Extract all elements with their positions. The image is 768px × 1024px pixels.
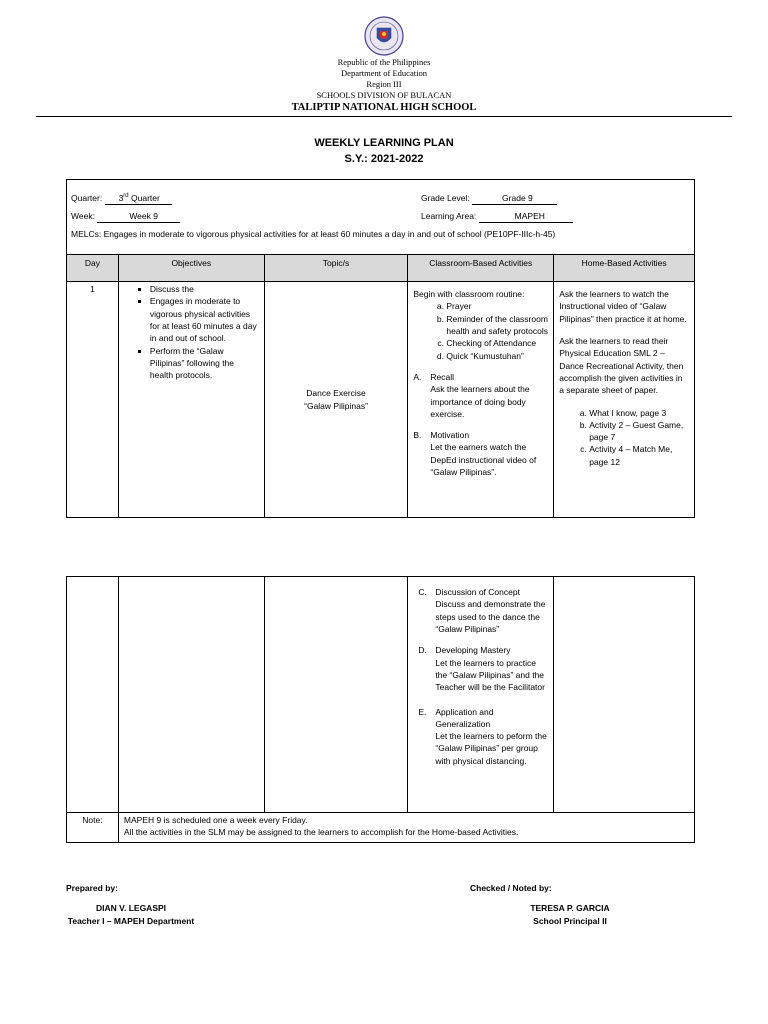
objectives-cell [118, 282, 264, 518]
school-year: S.Y.: 2021-2022 [344, 152, 424, 165]
grade-field [421, 192, 557, 205]
objectives-cell-empty [118, 577, 264, 813]
objectives-list [124, 283, 259, 382]
list-item: d. Quick “Kumustuhan” [446, 350, 548, 362]
note-row [67, 813, 695, 843]
classroom-cell-continued [408, 577, 554, 813]
list-item: c. Activity 4 – Match Me, page 12 [589, 443, 689, 468]
topic-cell-empty [264, 577, 408, 813]
note-line-1: MAPEH 9 is scheduled one a week every Friday. [123, 815, 308, 825]
quarter-number: 3 [118, 193, 124, 203]
topic-line-2: “Galaw Pilipinas” [304, 400, 368, 411]
list-item: ▪ Engages in moderate to vigorous physical activities for at least 60 minutes a day in and out of school. [150, 295, 259, 344]
day-cell: 1 [67, 282, 119, 518]
section-title: Motivation [430, 430, 470, 441]
header-line-region: Region III [366, 79, 402, 90]
section-body: Let the learners to practice the “Galaw Pilipinas” and the Teacher will be the Facilitator [435, 657, 545, 693]
note-line-2: All the activities in the SLM may be assigned to the learners to accomplish for the Home-based Activities. [123, 827, 519, 838]
area-value: MAPEH [479, 210, 573, 223]
prepared-name: DIAN V. LEGASPI [95, 903, 167, 913]
prepared-label: Prepared by: [66, 883, 118, 893]
table-header-row [67, 255, 695, 282]
section-letter: D. [418, 645, 427, 656]
home-items-list [559, 407, 689, 469]
letterhead [0, 57, 768, 115]
section-title: Application and Generalization [435, 706, 494, 729]
classroom-cell [408, 282, 554, 518]
section-letter: B. [413, 430, 422, 441]
area-label: Learning Area: [421, 211, 477, 221]
section-discussion [418, 586, 548, 635]
section-body: Ask the learners about the importance of doing body exercise. [430, 384, 530, 419]
list-item: a. What I know, page 3 [589, 407, 689, 419]
section-body: Let the learners to peform the “Galaw Pilipinas” per group with physical distancing. [435, 731, 547, 766]
prepared-title: Teacher I – MAPEH Department [67, 915, 195, 926]
header-divider [36, 116, 732, 117]
header-line-division: SCHOOLS DIVISION OF BULACAN [316, 90, 452, 101]
list-item: c. Checking of Attendance [446, 337, 548, 349]
school-name: TALIPTIP NATIONAL HIGH SCHOOL [291, 102, 477, 114]
checked-name: TERESA P. GARCIA [530, 903, 610, 913]
area-field [421, 210, 573, 223]
quarter-word: Quarter [131, 193, 160, 203]
home-cell-empty [554, 577, 695, 813]
home-cell [554, 282, 695, 518]
routine-list [413, 300, 548, 362]
checked-signature [520, 902, 620, 928]
plan-title-block [0, 136, 768, 168]
header-classroom-activities: Classroom-Based Activities [408, 255, 554, 282]
week-label: Week: [71, 211, 95, 221]
header-day: Day [67, 255, 119, 282]
checked-label: Checked / Noted by: [470, 883, 552, 893]
weekly-plan-table-continued [66, 576, 695, 843]
info-box [66, 179, 695, 255]
section-mastery [418, 644, 548, 693]
section-letter: A. [413, 371, 422, 382]
deped-seal-icon [364, 16, 404, 56]
header-home-activities: Home-Based Activities [554, 255, 695, 282]
week-value: Week 9 [97, 210, 180, 223]
header-objectives: Objectives [118, 255, 264, 282]
section-body: Discuss and demonstrate the steps used to the dance the “Galaw Pilipinas” [435, 599, 546, 634]
section-title: Recall [430, 371, 454, 382]
day-cell-empty [67, 577, 119, 813]
section-title: Developing Mastery [435, 645, 511, 656]
table-row [67, 577, 695, 813]
home-paragraph-2: Ask the learners to read their Physical Education SML 2 – Dance Recreational Activity, then accomplish the given activities in a separate sheet of paper. [559, 335, 684, 396]
header-line-deped: Department of Education [341, 68, 427, 79]
week-field [71, 210, 180, 223]
grade-label: Grade Level: [421, 193, 470, 203]
section-motivation [413, 429, 548, 478]
quarter-value [105, 192, 172, 205]
section-letter: E. [418, 706, 427, 717]
topic-line-1: Dance Exercise [306, 388, 366, 399]
routine-intro: Begin with classroom routine: [413, 289, 525, 299]
section-letter: C. [418, 587, 427, 597]
list-item: ▪ Perform the “Galaw Pilipinas” following the health protocols. [150, 345, 259, 382]
home-paragraph-1: Ask the learners to watch the Instructional video of “Galaw Pilipinas” then practice it at home. [559, 289, 687, 324]
weekly-plan-table [66, 254, 695, 518]
list-item: ▪ Discuss the [150, 283, 259, 295]
header-topics: Topic/s [264, 255, 408, 282]
topic-cell [264, 282, 408, 518]
section-body: Let the earners watch the DepEd instructional video of “Galaw Pilipinas”. [430, 442, 537, 478]
note-cell [118, 813, 694, 843]
quarter-field [71, 192, 172, 205]
checked-title: School Principal II [533, 915, 607, 926]
list-item: b. Activity 2 – Guest Game, page 7 [589, 419, 689, 444]
grade-value: Grade 9 [472, 192, 557, 205]
quarter-label: Quarter: [71, 193, 103, 203]
section-application [418, 706, 548, 768]
list-item: b. Reminder of the classroom health and safety protocols [446, 313, 548, 338]
list-item: a. Prayer [446, 300, 548, 312]
section-recall [413, 371, 548, 420]
prepared-signature [66, 902, 196, 928]
note-label: Note: [67, 813, 119, 843]
header-line-republic: Republic of the Philippines [337, 57, 431, 67]
table-row [67, 282, 695, 518]
melcs-text: MELCs: Engages in moderate to vigorous physical activities for at least 60 minutes a day in and out of school (PE10PF-IIIc-h-45) [71, 229, 556, 239]
quarter-suffix: rd [123, 193, 129, 200]
plan-title: WEEKLY LEARNING PLAN [314, 137, 454, 149]
section-title: Discussion of Concept [435, 587, 520, 597]
